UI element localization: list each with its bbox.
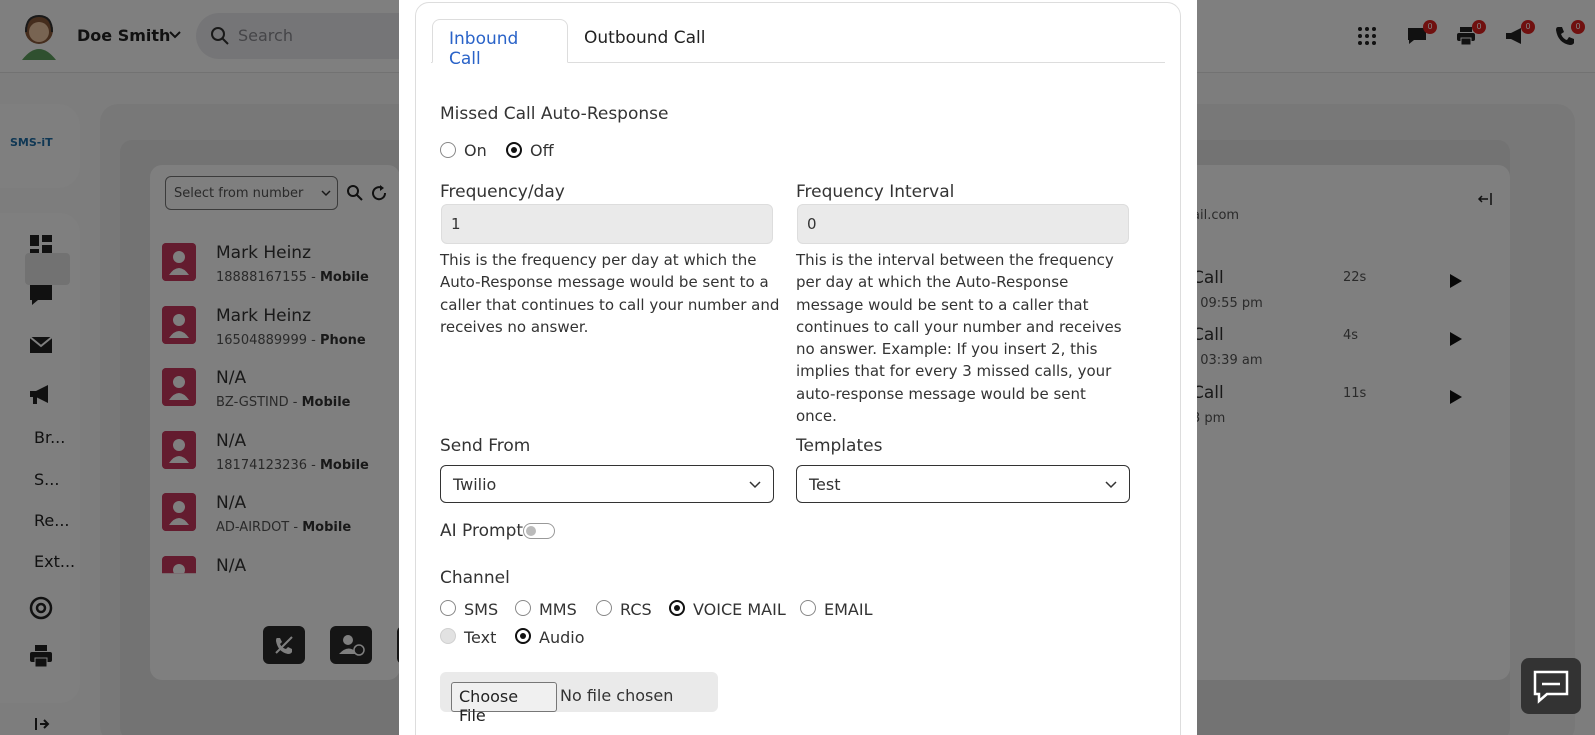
format-audio-radio[interactable]: [515, 628, 531, 644]
channel-email-radio[interactable]: [800, 600, 816, 616]
chat-bubble-icon: [1521, 658, 1581, 714]
templates-select[interactable]: [796, 465, 1130, 503]
format-text-label[interactable]: Text: [464, 628, 497, 647]
send-from-value: Twilio: [453, 475, 497, 494]
channel-sms-label[interactable]: SMS: [464, 600, 499, 619]
chat-widget-button[interactable]: [1521, 658, 1581, 714]
ai-prompt-toggle[interactable]: [523, 523, 555, 539]
audio-file-input: [440, 672, 718, 725]
frequency-day-help: This is the frequency per day at which the Auto-Response message would be sent to a caller that continues to call your number and receives no answer.: [440, 251, 780, 336]
chevron-down-icon: [1105, 479, 1117, 491]
channel-voicemail-radio[interactable]: [669, 600, 685, 616]
channel-rcs-radio[interactable]: [596, 600, 612, 616]
channel-email-label[interactable]: EMAIL: [824, 600, 873, 619]
ai-prompt-label: AI Prompt: [440, 521, 524, 541]
send-from-label: Send From: [440, 436, 531, 456]
frequency-day-label: Frequency/day: [440, 182, 565, 202]
tab-inbound-call[interactable]: Inbound Call: [432, 19, 568, 63]
missed-call-label: Missed Call Auto-Response: [440, 104, 669, 124]
send-from-select[interactable]: [440, 465, 774, 503]
templates-value: Test: [809, 475, 841, 494]
channel-rcs-label[interactable]: RCS: [620, 600, 652, 619]
channel-sms-radio[interactable]: [440, 600, 456, 616]
frequency-day-input[interactable]: 1: [441, 204, 773, 244]
choose-file-button[interactable]: Choose File: [451, 682, 557, 712]
format-text-radio[interactable]: [440, 628, 456, 644]
missed-on-label[interactable]: On: [464, 141, 487, 160]
missed-on-radio[interactable]: [440, 142, 456, 158]
missed-off-label[interactable]: Off: [530, 141, 554, 160]
frequency-interval-input[interactable]: 0: [797, 204, 1129, 244]
channel-mms-radio[interactable]: [515, 600, 531, 616]
channel-mms-label[interactable]: MMS: [539, 600, 577, 619]
chevron-down-icon: [749, 479, 761, 491]
frequency-interval-help: This is the interval between the frequency per day at which the Auto-Response message would be sent to a caller that continues to call your number and receives no answer. Example: If you insert 2, this implies that for every 3 missed calls, your auto-response message would be sent once.: [796, 251, 1122, 426]
channel-voicemail-label[interactable]: VOICE MAIL: [693, 600, 786, 619]
file-status: No file chosen: [560, 686, 674, 705]
frequency-interval-label: Frequency Interval: [796, 182, 955, 202]
tab-outbound-call[interactable]: Outbound Call: [584, 28, 706, 48]
missed-off-radio[interactable]: [506, 142, 522, 158]
call-settings-modal: [399, 0, 1197, 735]
channel-label: Channel: [440, 568, 510, 588]
format-audio-label[interactable]: Audio: [539, 628, 585, 647]
templates-label: Templates: [796, 436, 883, 456]
